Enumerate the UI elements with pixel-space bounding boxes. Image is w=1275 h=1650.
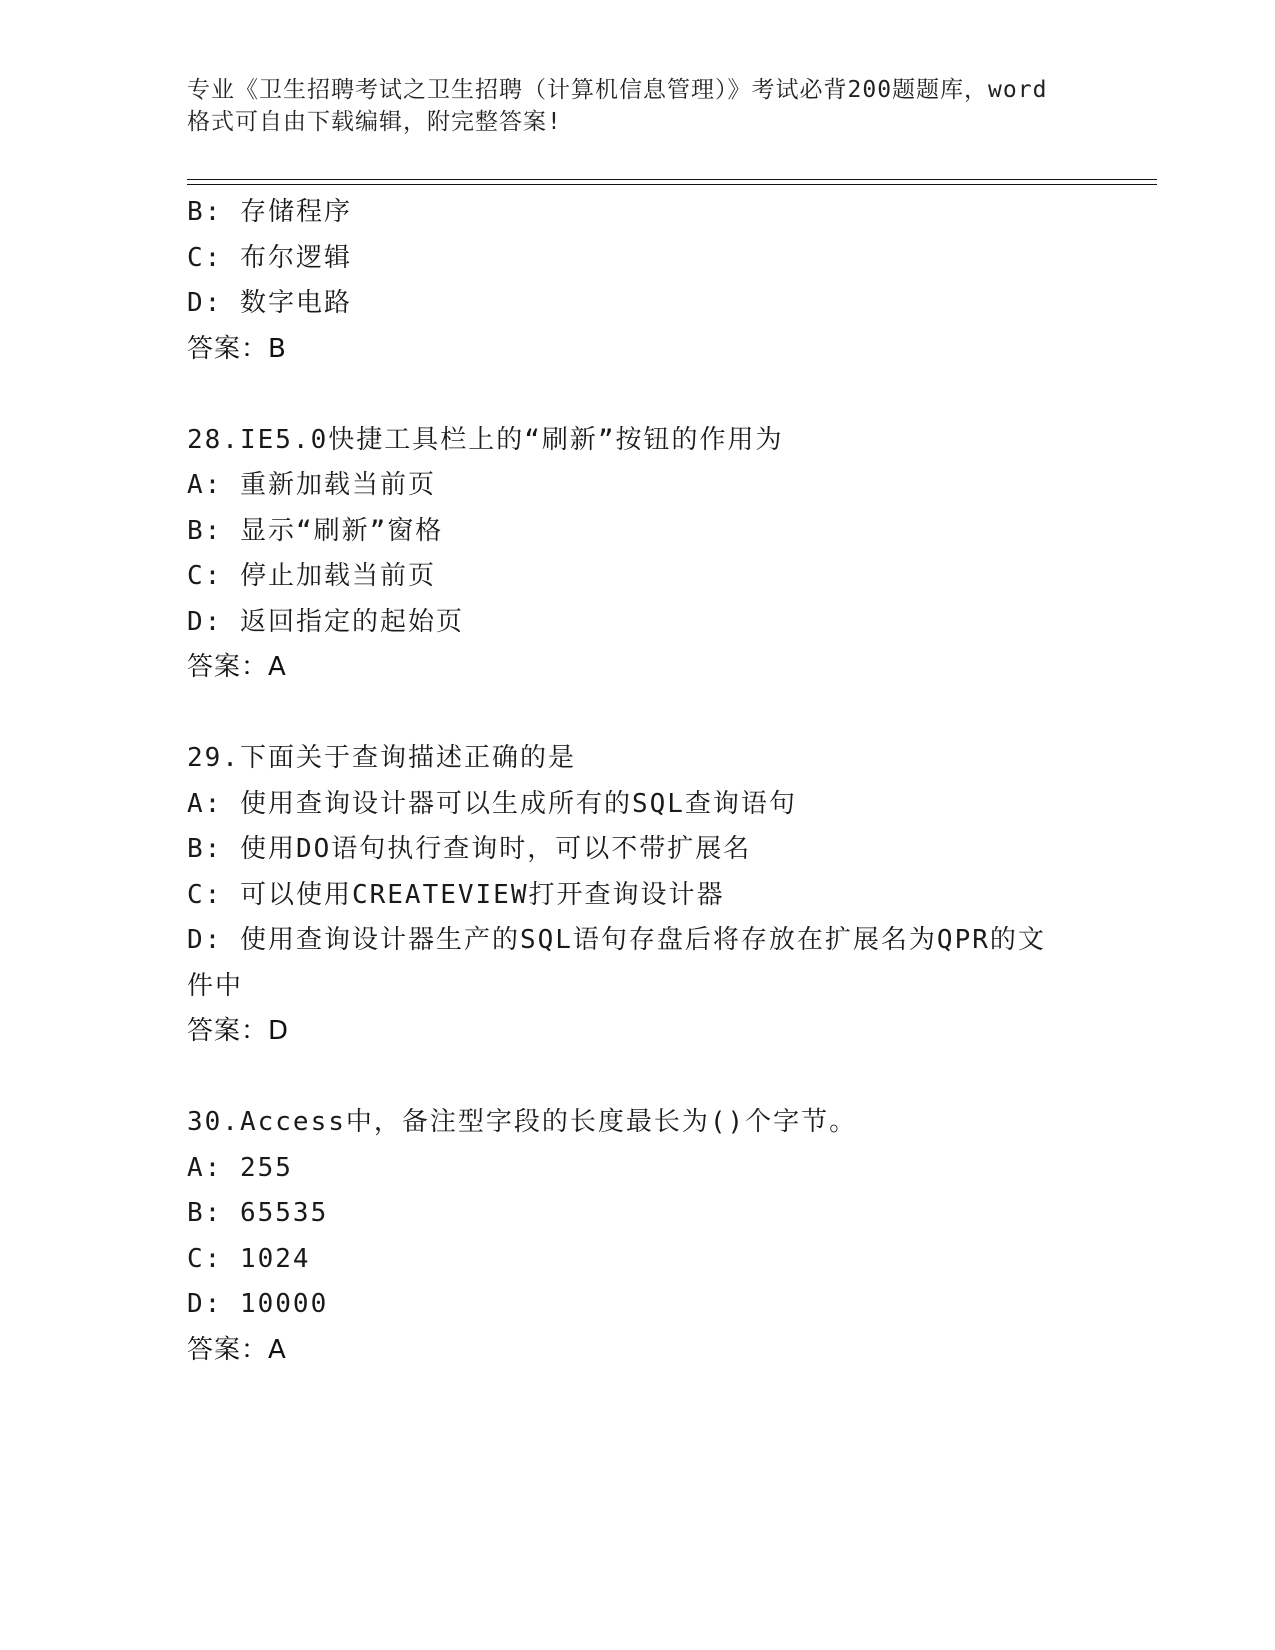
option-b: B: 65535 xyxy=(187,1198,329,1228)
spacer xyxy=(187,372,1087,418)
answer-line: 答案：A xyxy=(187,652,287,682)
question-27-continued xyxy=(187,190,1087,372)
document-header xyxy=(187,74,1087,138)
question-stem: 29.下面关于查询描述正确的是 xyxy=(187,743,576,773)
header-title-line-2: 格式可自由下载编辑，附完整答案! xyxy=(187,109,562,135)
option-d: D: 数字电路 xyxy=(187,288,352,318)
option-d-line-2: 件中 xyxy=(187,970,244,1001)
question-29 xyxy=(187,736,1087,1055)
option-c: C: 布尔逻辑 xyxy=(187,242,352,273)
option-c: C: 停止加载当前页 xyxy=(187,561,436,591)
header-divider-bottom xyxy=(187,184,1157,185)
spacer xyxy=(187,1055,1087,1101)
option-d-line-1: D: 使用查询设计器生产的SQL语句存盘后将存放在扩展名为QPR的文 xyxy=(187,925,1046,955)
question-28 xyxy=(187,418,1087,691)
option-c: C: 1024 xyxy=(187,1243,311,1274)
option-a: A: 使用查询设计器可以生成所有的SQL查询语句 xyxy=(187,788,797,819)
question-stem: 28.IE5.0快捷工具栏上的“刷新”按钮的作用为 xyxy=(187,424,784,455)
answer-line: 答案：B xyxy=(187,333,287,364)
option-d: D: 返回指定的起始页 xyxy=(187,606,464,637)
answer-line: 答案：D xyxy=(187,1016,290,1046)
document-body xyxy=(187,190,1087,1373)
option-c: C: 可以使用CREATEVIEW打开查询设计器 xyxy=(187,879,725,910)
option-b: B: 使用DO语句执行查询时，可以不带扩展名 xyxy=(187,834,752,864)
option-a: A: 255 xyxy=(187,1152,293,1183)
option-a: A: 重新加载当前页 xyxy=(187,470,436,500)
header-title-line-1: 专业《卫生招聘考试之卫生招聘（计算机信息管理）》考试必背200题题库，word xyxy=(187,77,1048,103)
question-stem: 30.Access中，备注型字段的长度最长为()个字节。 xyxy=(187,1107,858,1137)
option-b: B: 显示“刷新”窗格 xyxy=(187,515,444,546)
header-divider-top xyxy=(187,179,1157,180)
option-b: B: 存储程序 xyxy=(187,197,352,227)
spacer xyxy=(187,691,1087,737)
question-30 xyxy=(187,1100,1087,1373)
option-d: D: 10000 xyxy=(187,1289,329,1319)
answer-line: 答案：A xyxy=(187,1334,287,1365)
